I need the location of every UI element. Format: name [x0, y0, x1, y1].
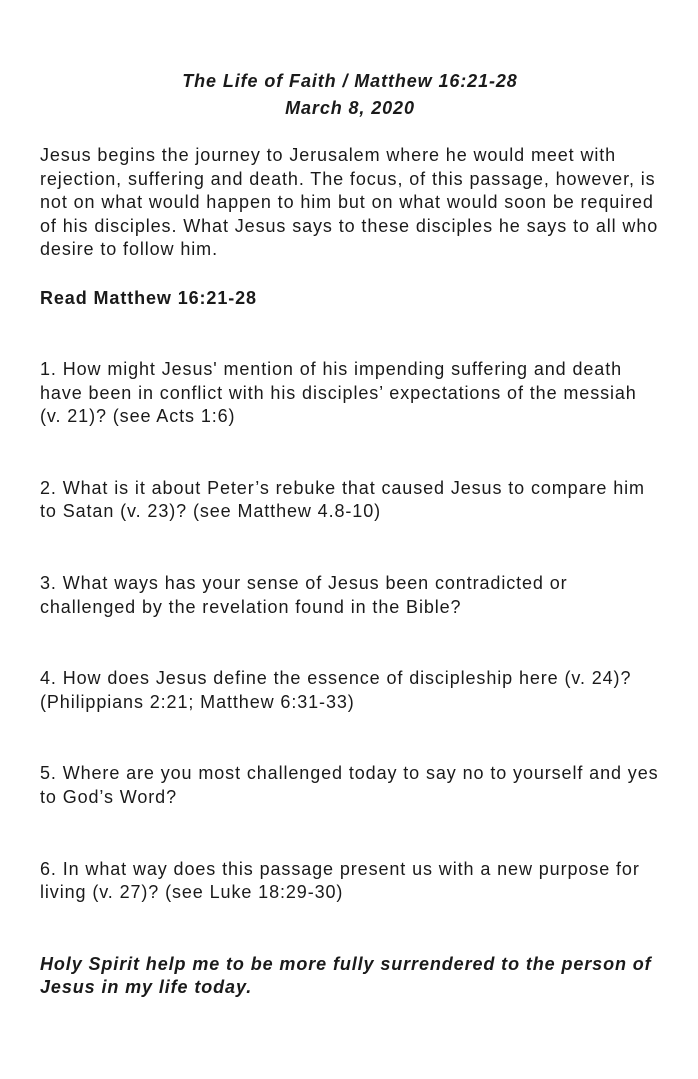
document-title: [40, 68, 660, 122]
intro-paragraph: Jesus begins the journey to Jerusalem where he would meet with rejection, suffering and death. The focus, of this passage, however, is not on what would happen to him but on what would soon be required of his disciples. What Jesus says to these disciples he says to all who desire to follow him.: [40, 145, 659, 260]
question-item-5: 5. Where are you most challenged today to say no to yourself and yes to God’s Word?: [40, 763, 659, 807]
question-item-2: 2. What is it about Peter’s rebuke that caused Jesus to compare him to Satan (v. 23)? (see Matthew 4.8-10): [40, 477, 645, 522]
document-page: [40, 68, 660, 1000]
question-item-4: 4. How does Jesus define the essence of discipleship here (v. 24)? (Philippians 2:21; Matthew 6:31-33): [40, 668, 632, 712]
title-date: March 8, 2020: [285, 98, 415, 118]
question-item-1: 1. How might Jesus' mention of his impending suffering and death have been in conflict with his disciples’ expectations of the messiah (v. 21)? (see Acts 1:6): [40, 358, 637, 427]
closing-prayer: Holy Spirit help me to be more fully surrendered to the person of Jesus in my life today.: [40, 953, 652, 998]
question-list: [40, 358, 660, 905]
question-item-3: 3. What ways has your sense of Jesus been contradicted or challenged by the revelation found in the Bible?: [40, 572, 568, 617]
title-line-1: The Life of Faith / Matthew 16:21-28: [182, 71, 518, 91]
read-heading: Read Matthew 16:21-28: [40, 287, 257, 308]
question-item-6: 6. In what way does this passage present us with a new purpose for living (v. 27)? (see Luke 18:29-30): [40, 858, 640, 903]
